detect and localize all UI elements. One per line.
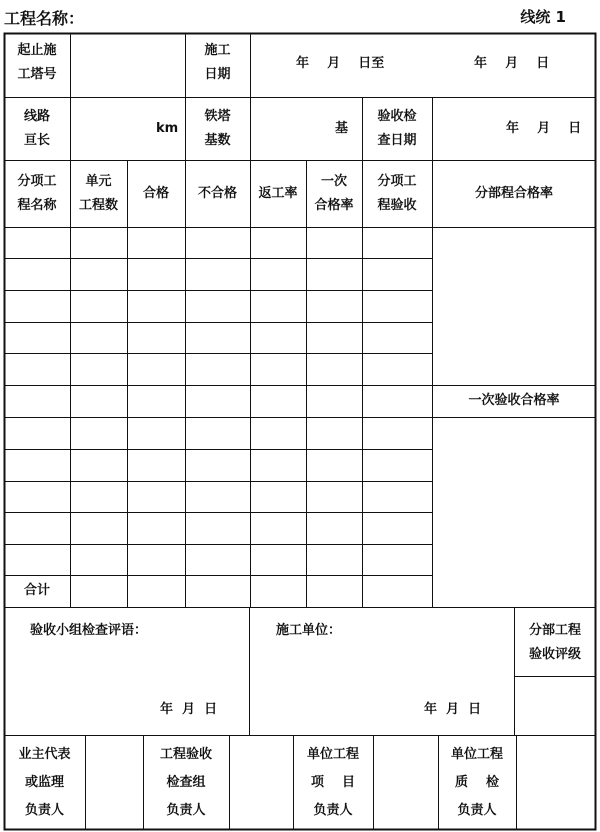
length-unit: km [156,121,179,136]
division-grade-label: 分部工程 验收评级 [528,623,581,662]
panel-date: 年 月 日 [160,702,218,717]
owner-representative-label: 业主代表 或监理 负责人 [18,747,71,818]
col-first-pass-rate: 一次 合格率 [314,174,354,213]
col-unqualified: 不合格 [197,186,237,201]
tower-count-label: 铁塔 基数 [204,109,231,148]
contractor-label: 施工单位： [276,623,342,638]
inspection-group-label: 工程验收 检查组 负责人 [159,747,212,818]
col-division-rate: 分部程合格率 [474,186,553,201]
inspection-date: 年 月 日 [506,121,582,136]
line-length-label: 线路 亘长 [23,109,50,148]
construction-date-label: 施工 日期 [204,43,231,82]
inspection-date-label: 验收检 查日期 [377,109,417,148]
construction-end-date: 年 月 日 [474,56,550,71]
col-qualified: 合格 [142,186,169,201]
form-code: 线统 1 [520,8,566,26]
project-manager-label: 单位工程 项 目 负责人 [306,747,359,818]
project-name-label: 工程名称： [4,9,85,28]
panel-comments-label: 验收小组检查评语： [30,623,148,638]
construction-start-date: 年 月 日至 [296,56,385,71]
tower-unit: 基 [335,121,349,136]
quality-manager-label: 单位工程 质 检 负责人 [450,747,503,818]
col-rework-rate: 返工率 [258,186,298,201]
start-end-tower-label: 起止施 工塔号 [17,43,57,82]
col-sub-item-acceptance: 分项工 程验收 [377,174,417,213]
contractor-date: 年 月 日 [424,702,482,717]
col-unit-count: 单元 工程数 [78,174,118,213]
col-sub-item-name: 分项工 程名称 [17,174,57,213]
first-acceptance-rate-label: 一次验收合格率 [468,393,560,408]
total-label: 合计 [23,583,50,598]
